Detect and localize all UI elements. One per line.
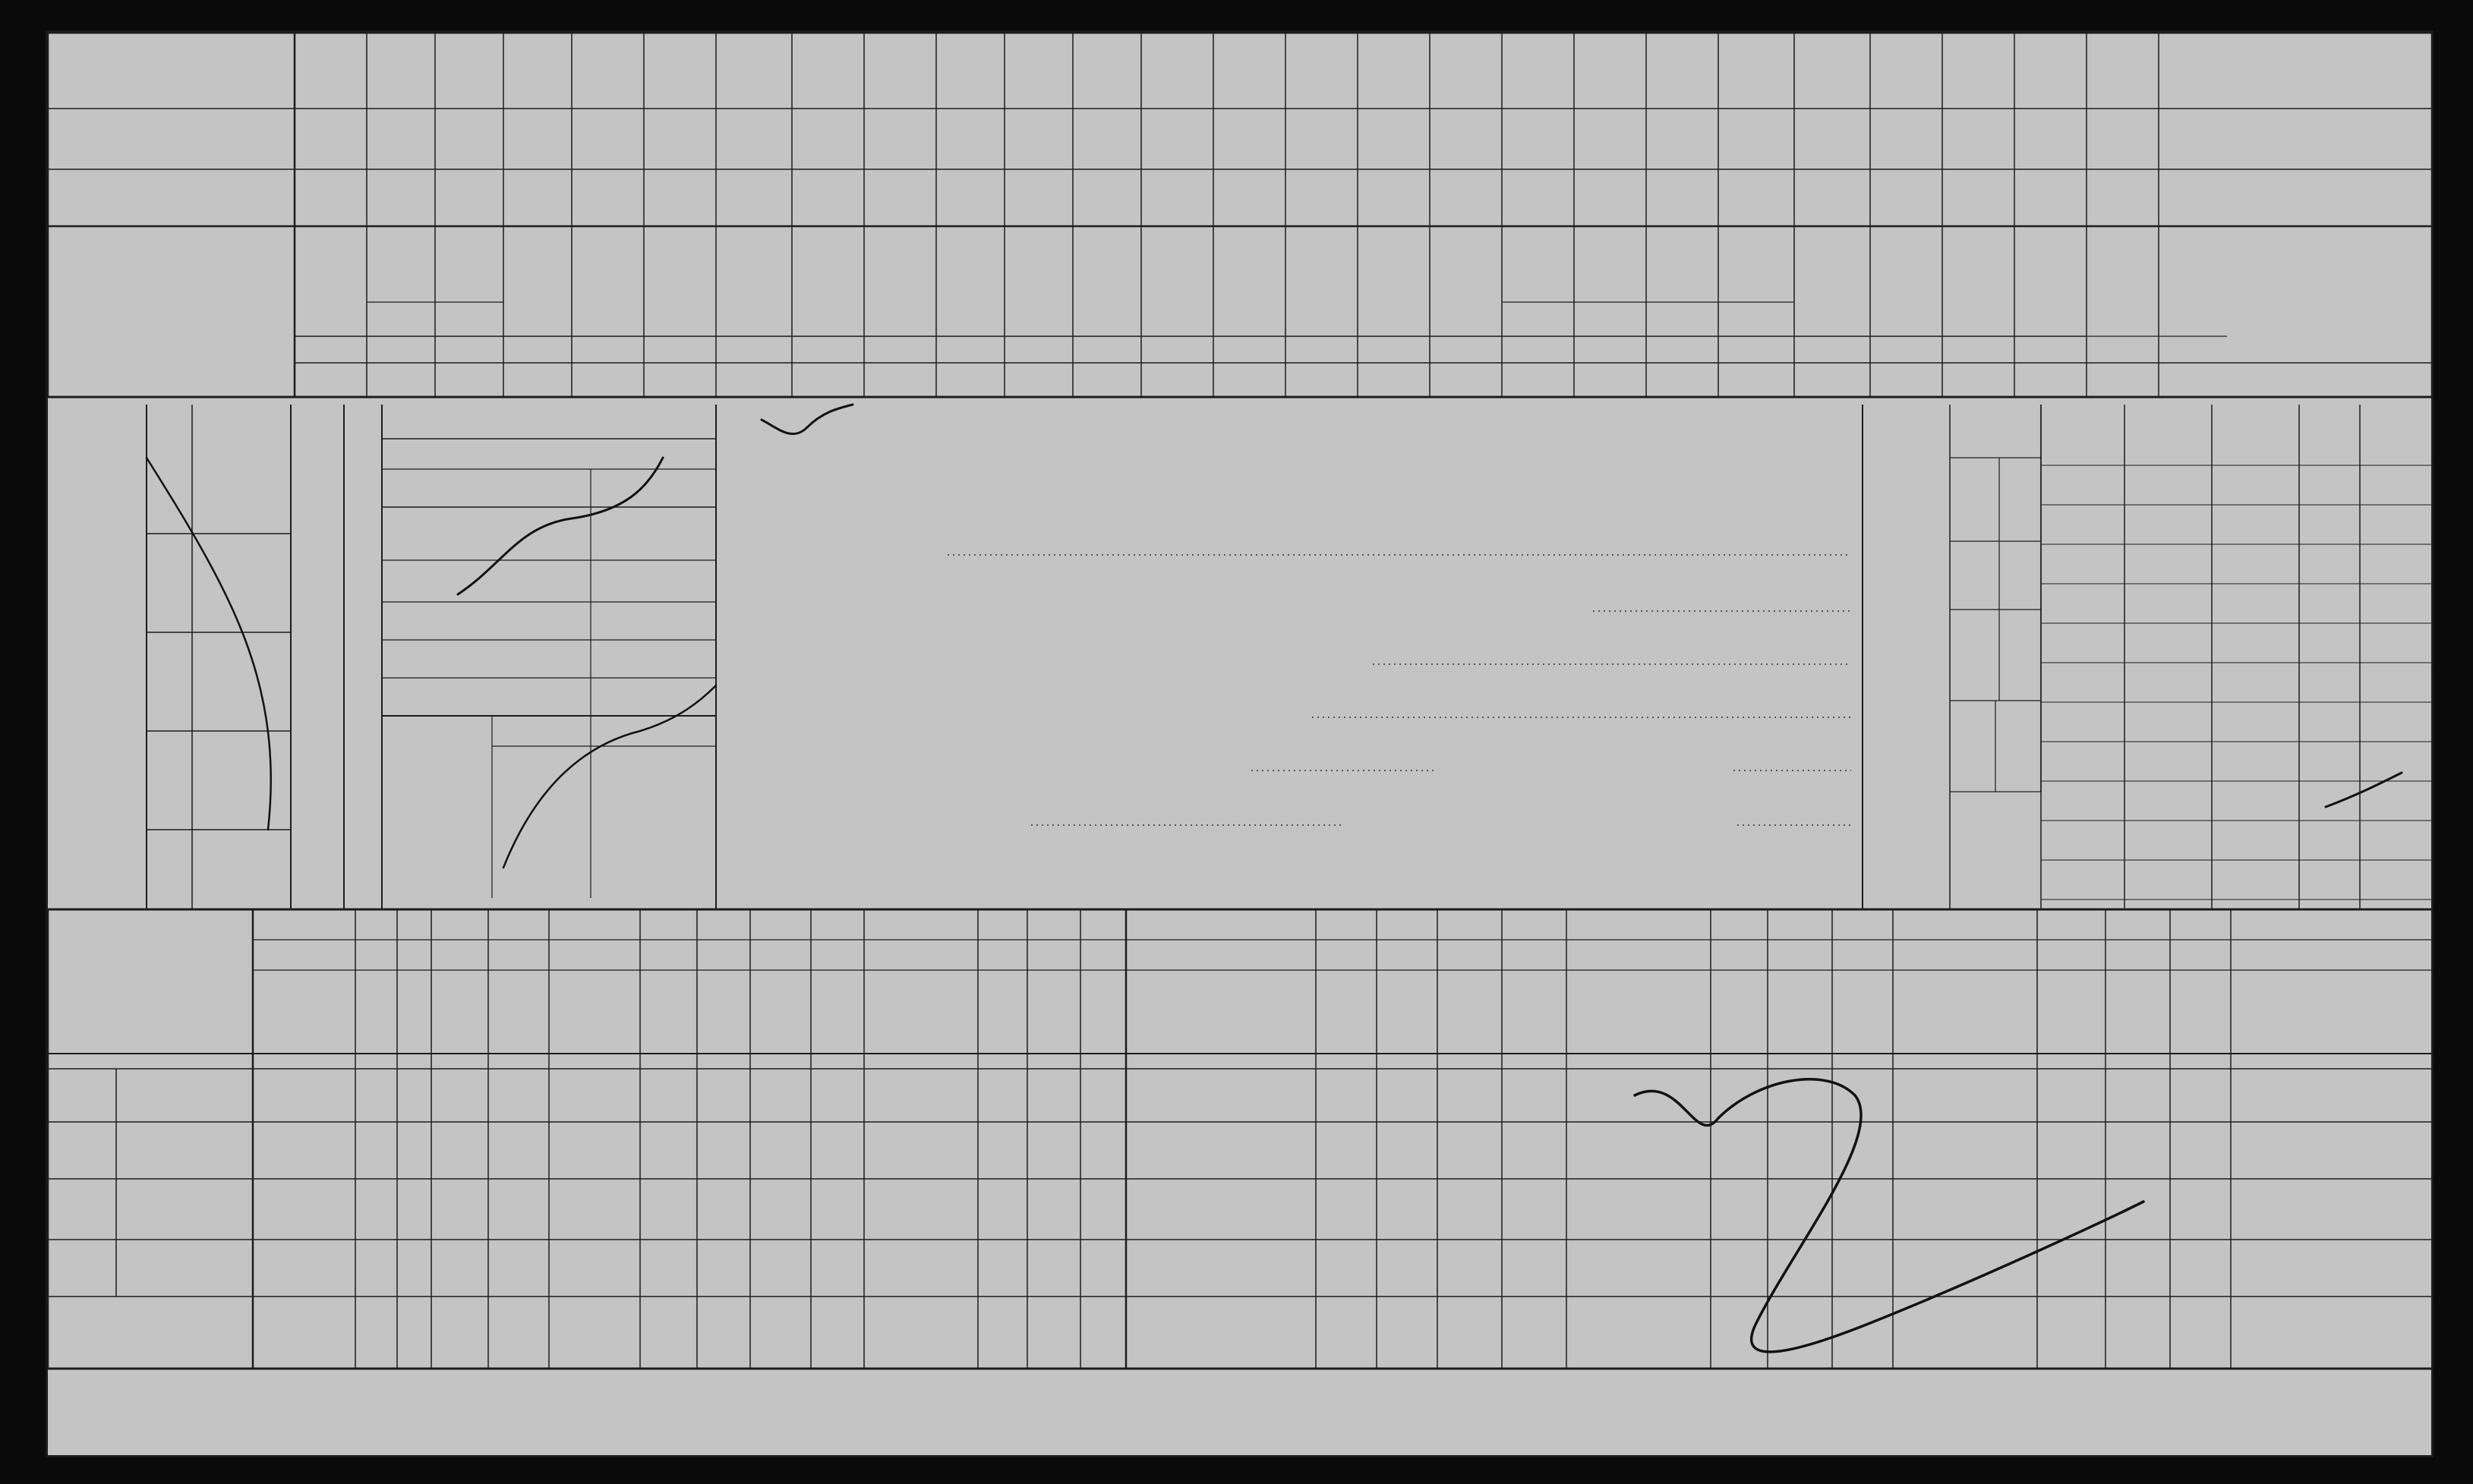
pen-checkmark — [762, 405, 853, 434]
form-ruling — [48, 33, 2434, 1457]
pen-stroke-left — [147, 458, 271, 830]
pen-stroke-trade — [458, 458, 663, 594]
pen-stroke-orchard — [503, 685, 716, 868]
census-card — [46, 30, 2434, 1457]
pen-stroke-right — [2326, 773, 2402, 807]
